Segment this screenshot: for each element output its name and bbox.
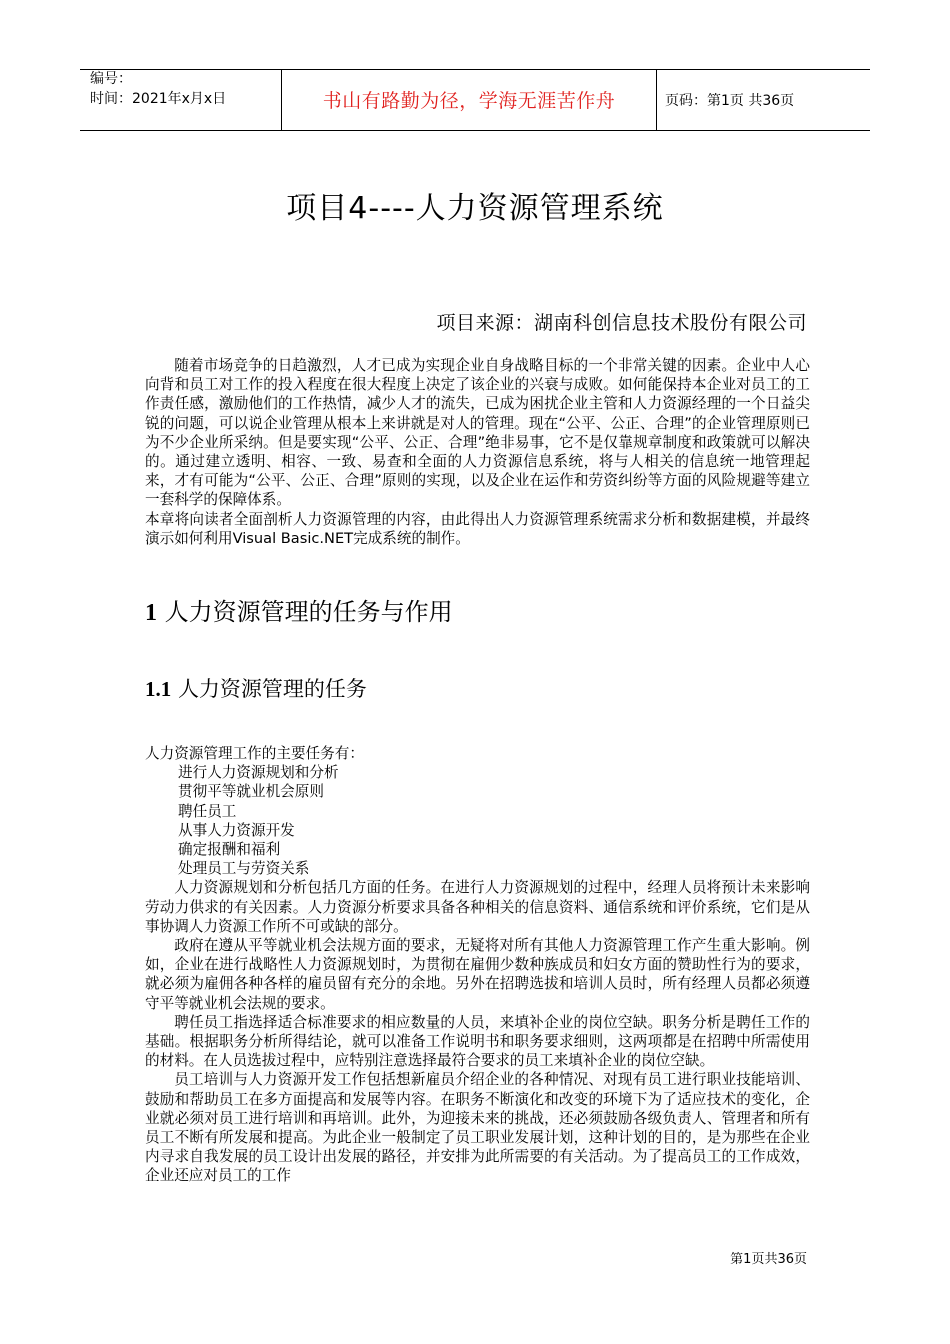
header-number-label: 编号： <box>90 71 132 87</box>
tasks-section <box>145 744 810 1186</box>
page-footer: 第1页共36页 <box>730 1252 807 1267</box>
section-1-1-number: 1.1 <box>145 677 172 701</box>
header-meta <box>90 69 226 109</box>
tasks-intro: 人力资源管理工作的主要任务有： <box>145 745 364 762</box>
intro-paragraph-1: 随着市场竞争的日趋激烈，人才已成为实现企业自身战略目标的一个非常关键的因素。企业中人心向背和员工对工作的投入程度在很大程度上决定了该企业的兴衰与成败。如何能保持本企业对员工的工作责任感，激励他们的工作热情，减少人才的流失，已成为困扰企业主管和人力资源经理的一个日益尖锐的问题，可以说企业管理从根本上来讲就是对人的管理。现在“公平、公正、合理”的企业管理原则已为不少企业所采纳。但是要实现“公平、公正、合理”绝非易事，它不是仅靠规章制度和政策就可以解决的。通过建立透明、相容、一致、易查和全面的人力资源信息系统，将与人相关的信息统一地管理起来，才有可能为“公平、公正、合理”原则的实现，以及企业在运作和劳资纠纷等方面的风险规避等建立一套科学的保障体系。 <box>145 357 810 509</box>
body-paragraph-training: 员工培训与人力资源开发工作包括想新雇员介绍企业的各种情况、对现有员工进行职业技能培训、鼓励和帮助员工在多方面提高和发展等内容。在职务不断演化和改变的环境下为了适应技术的变化，企业就必须对员工进行培训和再培训。此外，为迎接未来的挑战，还必须鼓励各级负责人、管理者和所有员工不断有所发展和提高。为此企业一般制定了员工职业发展计划，这种计划的目的，是为那些在企业内寻求自我发展的员工设计出发展的路径，并安排为此所需要的有关活动。为了提高员工的工作成效，企业还应对员工的工作 <box>145 1071 810 1185</box>
task-item: 处理员工与劳资关系 <box>178 860 310 878</box>
task-item: 聘任员工 <box>178 802 237 820</box>
section-1-1-heading <box>145 673 367 703</box>
header-divider-right <box>656 69 657 130</box>
task-item: 确定报酬和福利 <box>178 841 281 859</box>
header-date-label: 时间：2021年x月x日 <box>90 91 227 107</box>
header-bottom-rule <box>80 130 870 131</box>
project-source: 项目来源：湖南科创信息技术股份有限公司 <box>436 312 807 334</box>
document-title: 项目4----人力资源管理系统 <box>286 191 664 226</box>
intro-paragraph-2: 本章将向读者全面剖析人力资源管理的内容，由此得出人力资源管理系统需求分析和数据建模，并最终演示如何利用Visual Basic.NET完成系统的制作。 <box>145 510 810 547</box>
intro-section <box>145 356 810 548</box>
section-1-number: 1 <box>145 600 157 626</box>
body-paragraph-equal-opportunity: 政府在遵从平等就业机会法规方面的要求，无疑将对所有其他人力资源管理工作产生重大影响。例如，企业在进行战略性人力资源规划时，为贯彻在雇佣少数种族成员和妇女方面的赞助性行为的要求，就必须为雇佣各种各样的雇员留有充分的余地。另外在招聘选拔和培训人员时，所有经理人员都必须遵守平等就业机会法规的要求。 <box>145 937 810 1012</box>
body-paragraph-planning: 人力资源规划和分析包括几方面的任务。在进行人力资源规划的过程中，经理人员将预计未来影响劳动力供求的有关因素。人力资源分析要求具备各种相关的信息资料、通信系统和评价系统，它们是从事协调人力资源工作所不可或缺的部分。 <box>145 879 810 935</box>
header-motto: 书山有路勤为径，学海无涯苦作舟 <box>322 90 616 112</box>
section-1-1-title: 人力资源管理的任务 <box>177 677 367 701</box>
task-item: 进行人力资源规划和分析 <box>178 764 339 782</box>
section-1-title: 人力资源管理的任务与作用 <box>164 598 453 626</box>
header-page-label: 页码：第1页 共36页 <box>665 93 795 109</box>
section-1-heading <box>145 592 453 627</box>
header-divider-left <box>281 69 282 130</box>
task-item: 贯彻平等就业机会原则 <box>178 783 324 801</box>
body-paragraph-hiring: 聘任员工指选择适合标准要求的相应数量的人员，来填补企业的岗位空缺。职务分析是聘任工作的基础。根据职务分析所得结论，就可以准备工作说明书和职务要求细则，这两项都是在招聘中所需使用的材料。在人员选拔过程中，应特别注意选择最符合要求的员工来填补企业的岗位空缺。 <box>145 1013 810 1070</box>
task-item: 从事人力资源开发 <box>178 821 295 839</box>
